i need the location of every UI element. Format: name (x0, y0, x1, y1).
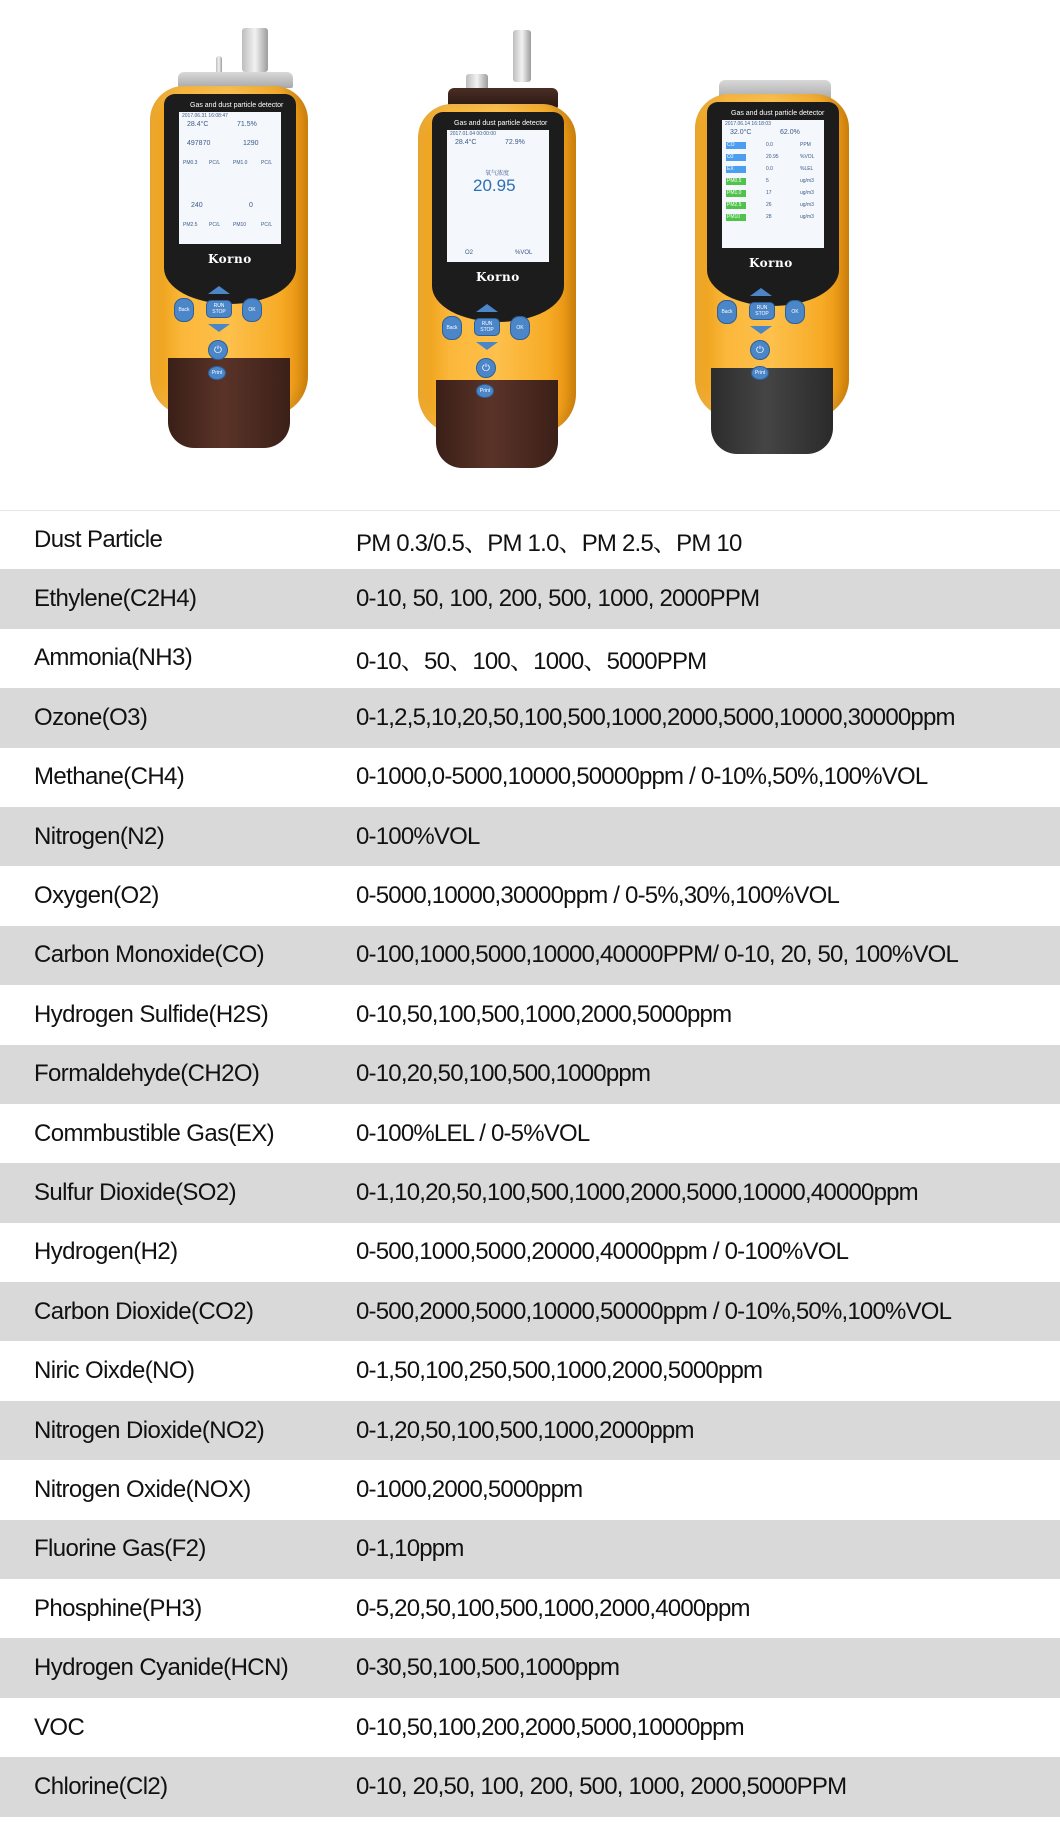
device-photo-1 (150, 28, 315, 478)
table-row (0, 1460, 1060, 1519)
gas-name: Nitrogen Dioxide(NO2) (34, 1416, 265, 1444)
measurement-range: 0-10, 50, 100, 200, 500, 1000, 2000PPM (356, 585, 760, 613)
gas-name: Chlorine(Cl2) (34, 1772, 168, 1800)
measurement-range: 0-500,1000,5000,20000,40000ppm / 0-100%VOL (356, 1238, 849, 1266)
measurement-range: 0-1,50,100,250,500,1000,2000,5000ppm (356, 1357, 763, 1385)
table-row (0, 866, 1060, 925)
table-row (0, 1163, 1060, 1222)
gas-name: Phosphine(PH3) (34, 1594, 202, 1622)
gas-name: Methane(CH4) (34, 763, 185, 791)
gas-name: Dust Particle (34, 526, 163, 554)
measurement-range: 0-100,1000,5000,10000,40000PPM/ 0-10, 20, 50, 100%VOL (356, 941, 959, 969)
measurement-range: PM 0.3/0.5、PM 1.0、PM 2.5、PM 10 (356, 529, 742, 557)
gas-name: Oxygen(O2) (34, 882, 159, 910)
brand-logo: Korno (749, 256, 793, 270)
print-button[interactable]: Print (208, 366, 226, 380)
ok-button[interactable]: OK (242, 298, 262, 322)
power-icon[interactable]: ⏻ (476, 358, 496, 378)
table-row (0, 1698, 1060, 1757)
sensor-probe (242, 28, 268, 72)
gas-name: Nitrogen Oxide(NOX) (34, 1475, 251, 1503)
device-grip (711, 368, 833, 454)
measurement-range: 0-1,2,5,10,20,50,100,500,1000,2000,5000,10000,30000ppm (356, 703, 955, 731)
run-stop-button[interactable]: RUN STOP (206, 300, 232, 318)
ok-button[interactable]: OK (510, 316, 530, 340)
gas-name: Niric Oixde(NO) (34, 1357, 195, 1385)
table-row (0, 1223, 1060, 1282)
table-row (0, 1579, 1060, 1638)
measurement-range: 0-100%VOL (356, 822, 480, 850)
table-row (0, 1104, 1060, 1163)
gas-name: Sulfur Dioxide(SO2) (34, 1178, 237, 1206)
device-grip (436, 380, 558, 468)
device-title: Gas and dust particle detector (190, 102, 284, 109)
gas-name: Ethylene(C2H4) (34, 585, 197, 613)
device-title: Gas and dust particle detector (454, 120, 548, 127)
measurement-range: 0-10、50、100、1000、5000PPM (356, 647, 707, 675)
brand-logo: Korno (208, 252, 252, 266)
gas-name: Hydrogen(H2) (34, 1238, 178, 1266)
gas-name: Ammonia(NH3) (34, 644, 193, 672)
back-button[interactable]: Back (442, 316, 462, 340)
up-arrow-button[interactable] (208, 286, 230, 294)
gas-name: Fluorine Gas(F2) (34, 1535, 206, 1563)
table-row (0, 926, 1060, 985)
gas-name: VOC (34, 1713, 85, 1741)
up-arrow-button[interactable] (476, 304, 498, 312)
measurement-range: 0-1,10ppm (356, 1535, 464, 1563)
measurement-range: 0-1,20,50,100,500,1000,2000ppm (356, 1416, 694, 1444)
table-row (0, 1520, 1060, 1579)
print-button[interactable]: Print (751, 366, 769, 380)
table-row (0, 1341, 1060, 1400)
device-screen: 2017.01.04 00:00:00 28.4°C 72.9% 氧气浓度 20.95 O2 %VOL (447, 130, 549, 262)
table-row (0, 569, 1060, 628)
gas-name: Commbustible Gas(EX) (34, 1119, 275, 1147)
gas-name: Hydrogen Sulfide(H2S) (34, 1000, 269, 1028)
table-row (0, 1401, 1060, 1460)
down-arrow-button[interactable] (750, 326, 772, 334)
measurement-range: 0-30,50,100,500,1000ppm (356, 1654, 620, 1682)
sensor-probe (513, 30, 531, 82)
measurement-range: 0-1000,2000,5000ppm (356, 1475, 583, 1503)
run-stop-button[interactable]: RUN STOP (749, 302, 775, 320)
back-button[interactable]: Back (717, 300, 737, 324)
gas-name: Carbon Monoxide(CO) (34, 941, 265, 969)
measurement-range: 0-10, 20,50, 100, 200, 500, 1000, 2000,5000PPM (356, 1772, 847, 1800)
table-row (0, 510, 1060, 569)
gas-name: Nitrogen(N2) (34, 822, 165, 850)
measurement-range: 0-10,50,100,200,2000,5000,10000ppm (356, 1713, 744, 1741)
device-screen: 2017.06.31 16:08:47 28.4°C 71.5% 497870 1290 PM0.3 PC/L PM1.0 PC/L 240 0 PM2.5 PC/L PM10 PC/L (179, 112, 281, 244)
gas-name: Formaldehyde(CH2O) (34, 1060, 260, 1088)
gas-name: Carbon Dioxide(CO2) (34, 1297, 254, 1325)
down-arrow-button[interactable] (476, 342, 498, 350)
gas-range-table (0, 510, 1060, 1817)
table-row (0, 1282, 1060, 1341)
measurement-range: 0-5000,10000,30000ppm / 0-5%,30%,100%VOL (356, 882, 840, 910)
measurement-range: 0-10,20,50,100,500,1000ppm (356, 1060, 651, 1088)
measurement-range: 0-5,20,50,100,500,1000,2000,4000ppm (356, 1594, 750, 1622)
back-button[interactable]: Back (174, 298, 194, 322)
measurement-range: 0-1000,0-5000,10000,50000ppm / 0-10%,50%,100%VOL (356, 763, 928, 791)
up-arrow-button[interactable] (750, 288, 772, 296)
run-stop-button[interactable]: RUN STOP (474, 318, 500, 336)
table-row (0, 1757, 1060, 1816)
table-row (0, 629, 1060, 688)
gas-name: Hydrogen Cyanide(HCN) (34, 1654, 289, 1682)
device-photo-2 (418, 30, 583, 480)
measurement-range: 0-100%LEL / 0-5%VOL (356, 1119, 590, 1147)
table-row (0, 1638, 1060, 1697)
ok-button[interactable]: OK (785, 300, 805, 324)
device-photos (0, 0, 1060, 510)
device-screen: 2017.06.14 16:18:03 32.0°C 62.0% CO 0.0 PPM O2 20.95 %VOL EX 0.0 %LEL PM0.5 5 ug/m3 PM1.0 17 ug/m3 PM2.5 26 ug/m3 PM10 28 ug/m3 (722, 120, 824, 248)
table-row (0, 688, 1060, 747)
table-row (0, 1045, 1060, 1104)
gas-name: Ozone(O3) (34, 703, 148, 731)
down-arrow-button[interactable] (208, 324, 230, 332)
measurement-range: 0-1,10,20,50,100,500,1000,2000,5000,10000,40000ppm (356, 1178, 918, 1206)
device-photo-3 (695, 72, 855, 502)
power-icon[interactable]: ⏻ (208, 340, 228, 360)
measurement-range: 0-10,50,100,500,1000,2000,5000ppm (356, 1000, 732, 1028)
device-grip (168, 358, 290, 448)
device-title: Gas and dust particle detector (731, 110, 825, 117)
table-row (0, 748, 1060, 807)
power-icon[interactable]: ⏻ (750, 340, 770, 360)
table-row (0, 807, 1060, 866)
print-button[interactable]: Print (476, 384, 494, 398)
table-row (0, 985, 1060, 1044)
brand-logo: Korno (476, 270, 520, 284)
measurement-range: 0-500,2000,5000,10000,50000ppm / 0-10%,50%,100%VOL (356, 1297, 952, 1325)
